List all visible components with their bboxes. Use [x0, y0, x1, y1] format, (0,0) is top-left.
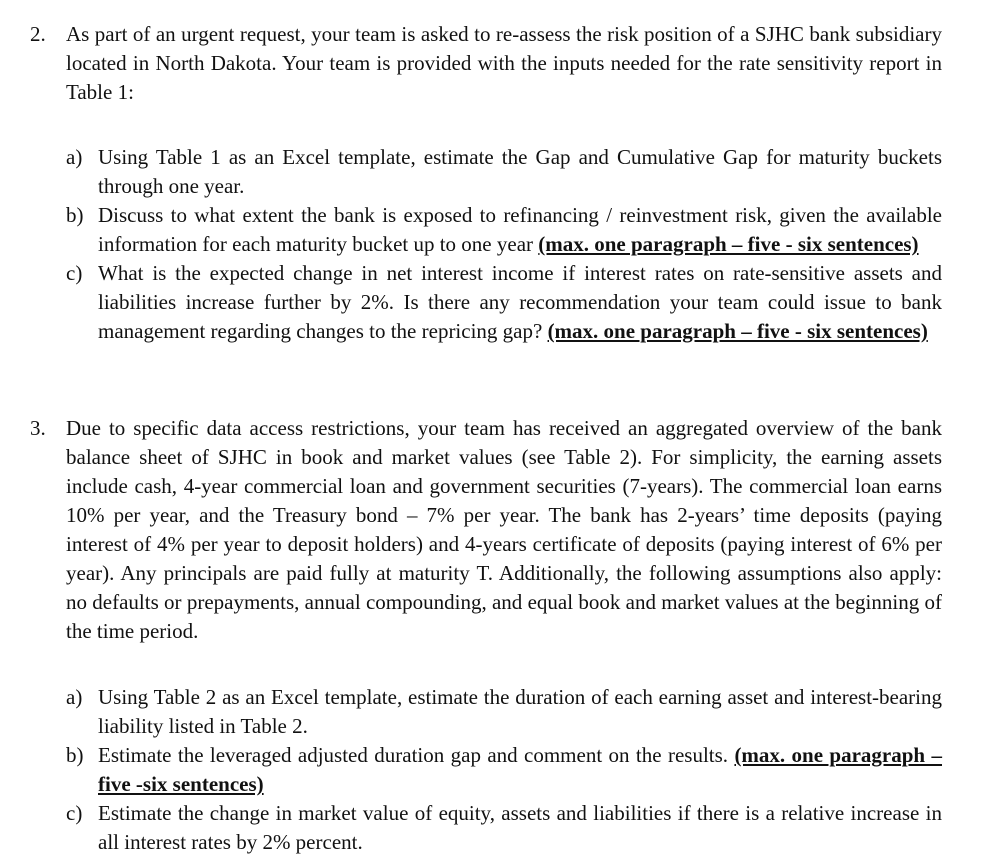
- sub-question-text: [98, 799, 942, 857]
- sub-question-letter: c): [66, 261, 83, 285]
- sub-question-text: [98, 143, 942, 201]
- sub-question-body: Using Table 2 as an Excel template, estimate the duration of each earning asset and interest-bearing liability listed in Table 2.: [98, 685, 942, 738]
- length-note: (max. one paragraph – five - six sentences): [547, 319, 928, 343]
- sub-question-list: [30, 683, 942, 857]
- sub-question-body: Estimate the leveraged adjusted duration gap and comment on the results.: [98, 743, 735, 767]
- question-2: [30, 20, 942, 346]
- question-number: 2.: [30, 22, 46, 46]
- sub-question-b: [66, 741, 942, 799]
- sub-question-a: [66, 683, 942, 741]
- sub-question-text: [98, 741, 942, 799]
- question-number: 3.: [30, 416, 46, 440]
- sub-question-body: Discuss to what extent the bank is exposed to refinancing / reinvestment risk, given the available information for each maturity bucket up to one year: [98, 203, 942, 256]
- sub-question-text: [98, 201, 942, 259]
- question-text: As part of an urgent request, your team is asked to re-assess the risk position of a SJHC bank subsidiary located in North Dakota. Your team is provided with the inputs needed for the rate sensitivity report in Table 1:: [66, 22, 942, 104]
- sub-question-letter: c): [66, 801, 83, 825]
- question-3: [30, 414, 942, 857]
- sub-question-text: [98, 259, 942, 346]
- sub-question-letter: a): [66, 145, 83, 169]
- length-note: (max. one paragraph – five - six sentences): [538, 232, 919, 256]
- sub-question-b: [66, 201, 942, 259]
- sub-question-body: Using Table 1 as an Excel template, estimate the Gap and Cumulative Gap for maturity buckets through one year.: [98, 145, 942, 198]
- sub-question-letter: b): [66, 743, 84, 767]
- sub-question-c: [66, 799, 942, 857]
- sub-question-letter: b): [66, 203, 84, 227]
- sub-question-list: [30, 143, 942, 346]
- question-text: Due to specific data access restrictions, your team has received an aggregated overview of the bank balance sheet of SJHC in book and market values (see Table 2). For simplicity, the earning assets include cash, 4-year commercial loan and government securities (7-years). The commercial loan earns 10% per year, and the Treasury bond – 7% per year. The bank has 2-years’ time deposits (paying interest of 4% per year to deposit holders) and 4-years certificate of deposits (paying interest of 6% per year). Any principals are paid fully at maturity T. Additionally, the following assumptions also apply: no defaults or prepayments, annual compounding, and equal book and market values at the beginning of the time period.: [66, 416, 942, 643]
- sub-question-a: [66, 143, 942, 201]
- sub-question-text: [98, 683, 942, 741]
- sub-question-body: What is the expected change in net interest income if interest rates on rate-sensitive assets and liabilities increase further by 2%. Is there any recommendation your team could issue to bank management regarding changes to the repricing gap?: [98, 261, 942, 343]
- sub-question-c: [66, 259, 942, 346]
- sub-question-letter: a): [66, 685, 83, 709]
- length-note: (max. one paragraph – five -six sentences): [98, 743, 942, 796]
- sub-question-body: Estimate the change in market value of equity, assets and liabilities if there is a relative increase in all interest rates by 2% percent.: [98, 801, 942, 854]
